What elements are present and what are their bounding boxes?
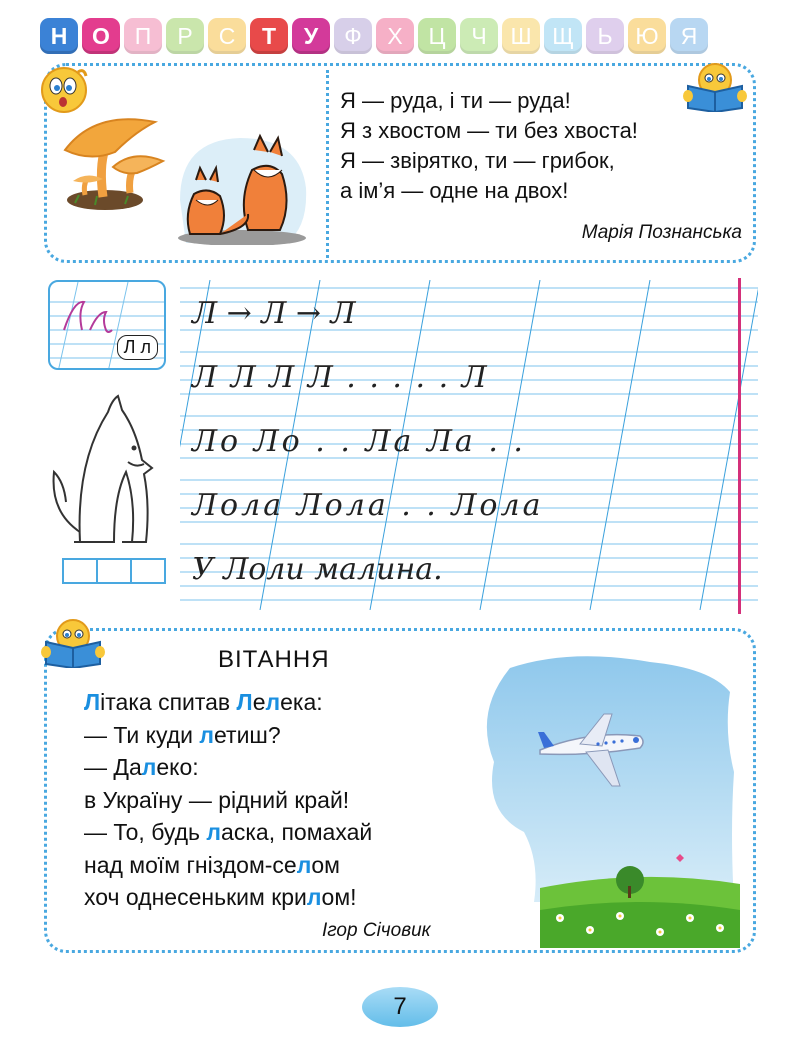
alphabet-tile: Т bbox=[250, 18, 288, 54]
poem-fox-mushroom bbox=[340, 86, 638, 206]
poem-line: Літака спитав Лелека: bbox=[84, 689, 323, 715]
writing-row-4: Лола Лола . . Лола bbox=[192, 488, 544, 523]
writing-row-3: Ло Ло . . Ла Ла . . bbox=[192, 424, 526, 459]
alphabet-tile: Ф bbox=[334, 18, 372, 54]
panel-divider bbox=[326, 70, 329, 258]
reading-smiley-icon bbox=[682, 62, 748, 112]
page-number: 7 bbox=[362, 987, 438, 1027]
poem-line: — Ти куди летиш? bbox=[84, 721, 281, 748]
poem-author: Ігор Січовик bbox=[322, 920, 431, 941]
alphabet-tile: Я bbox=[670, 18, 708, 54]
poem-line: Я з хвостом — ти без хвоста! bbox=[340, 118, 638, 143]
sound-box[interactable] bbox=[96, 558, 132, 584]
poem-line: Я — руда, і ти — руда! bbox=[340, 88, 571, 113]
chanterelle-mushrooms-image bbox=[55, 105, 175, 215]
letter-sample-box bbox=[48, 280, 166, 370]
alphabet-tile: С bbox=[208, 18, 246, 54]
writing-row-5: У Лоли малина. bbox=[192, 552, 443, 587]
sound-box[interactable] bbox=[130, 558, 166, 584]
poem-line: хоч однесеньким крилом! bbox=[84, 884, 357, 910]
alphabet-tile: Ш bbox=[502, 18, 540, 54]
alphabet-tile: Ь bbox=[586, 18, 624, 54]
poem-line: в Україну — рідний край! bbox=[84, 786, 350, 813]
poem-line: — Далеко: bbox=[84, 754, 199, 780]
poem-line: — То, будь ласка, помахай bbox=[84, 819, 373, 845]
two-foxes-image bbox=[170, 130, 310, 245]
poem-line: Я — звірятко, ти — грибок, bbox=[340, 148, 615, 173]
alphabet-tile: Ц bbox=[418, 18, 456, 54]
poem-line: а ім’я — одне на двох! bbox=[340, 178, 569, 203]
poem-title: ВІТАННЯ bbox=[218, 646, 330, 673]
margin-line bbox=[738, 278, 741, 614]
poem-author: Марія Познанська bbox=[581, 222, 742, 243]
alphabet-tile: Ю bbox=[628, 18, 666, 54]
printed-letters: Л л bbox=[117, 335, 158, 360]
alphabet-tile: Р bbox=[166, 18, 204, 54]
alphabet-strip bbox=[40, 18, 745, 54]
fox-letter-drawing bbox=[44, 392, 170, 548]
reading-smiley-icon bbox=[40, 618, 106, 668]
sound-boxes bbox=[62, 558, 164, 584]
alphabet-tile: П bbox=[124, 18, 162, 54]
alphabet-tile: У bbox=[292, 18, 330, 54]
writing-row-1: Л → Л → Л bbox=[192, 296, 356, 331]
writing-row-2: Л Л Л Л . . . . . Л bbox=[192, 360, 489, 395]
alphabet-tile: Ч bbox=[460, 18, 498, 54]
alphabet-tile: О bbox=[82, 18, 120, 54]
alphabet-tile: Х bbox=[376, 18, 414, 54]
alphabet-tile: Н bbox=[40, 18, 78, 54]
poem-greeting bbox=[84, 686, 372, 914]
poem-line: над моїм гніздом-селом bbox=[84, 851, 340, 878]
sound-box[interactable] bbox=[62, 558, 98, 584]
alphabet-tile: Щ bbox=[544, 18, 582, 54]
airplane-sky-image bbox=[470, 648, 740, 948]
